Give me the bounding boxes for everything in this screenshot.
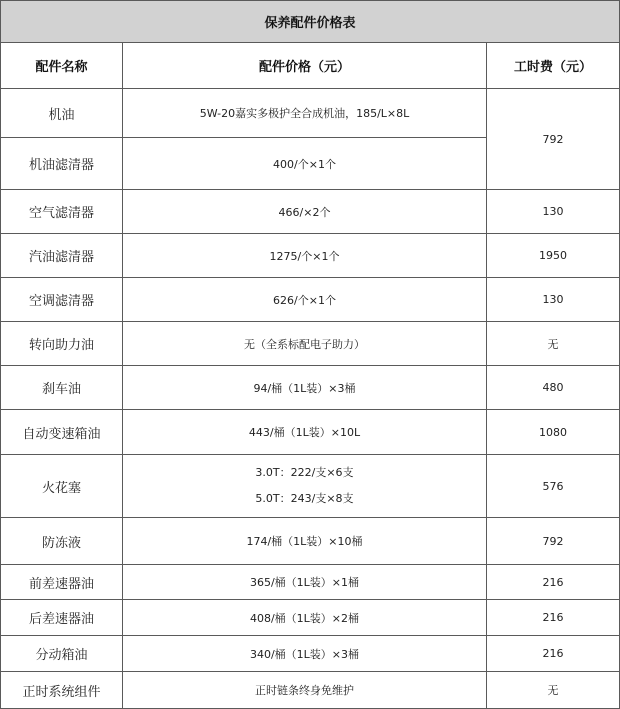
table-row [1, 278, 620, 322]
header-row [1, 43, 620, 89]
part-name: 正时系统组件 [1, 672, 123, 709]
table-row [1, 410, 620, 455]
title-row [1, 1, 620, 43]
table-row [1, 322, 620, 366]
header-name: 配件名称 [1, 43, 123, 89]
part-name: 自动变速箱油 [1, 410, 123, 455]
part-price: 408/桶（1L装）×2桶 [123, 600, 487, 636]
part-name: 空气滤清器 [1, 190, 123, 234]
part-name: 汽油滤清器 [1, 234, 123, 278]
labor-fee: 130 [487, 278, 620, 322]
part-name: 空调滤清器 [1, 278, 123, 322]
part-name: 机油滤清器 [1, 138, 123, 190]
part-price: 443/桶（1L装）×10L [123, 410, 487, 455]
labor-fee: 1080 [487, 410, 620, 455]
table-row [1, 636, 620, 672]
labor-fee: 216 [487, 636, 620, 672]
part-price: 174/桶（1L装）×10桶 [123, 518, 487, 565]
part-price: 正时链条终身免维护 [123, 672, 487, 709]
table-row [1, 366, 620, 410]
price-line: 3.0T：222/支×6支 [255, 466, 354, 479]
part-name: 机油 [1, 89, 123, 138]
part-name: 前差速器油 [1, 565, 123, 600]
part-name: 火花塞 [1, 455, 123, 518]
table-row [1, 190, 620, 234]
header-fee: 工时费（元） [487, 43, 620, 89]
labor-fee: 216 [487, 565, 620, 600]
table-title: 保养配件价格表 [1, 1, 620, 43]
part-name: 分动箱油 [1, 636, 123, 672]
part-price: 626/个×1个 [123, 278, 487, 322]
part-name: 后差速器油 [1, 600, 123, 636]
labor-fee: 1950 [487, 234, 620, 278]
labor-fee: 216 [487, 600, 620, 636]
part-price: 466/×2个 [123, 190, 487, 234]
part-name: 防冻液 [1, 518, 123, 565]
table-row [1, 672, 620, 709]
labor-fee: 130 [487, 190, 620, 234]
labor-fee: 480 [487, 366, 620, 410]
part-price: 400/个×1个 [123, 138, 487, 190]
header-price: 配件价格（元） [123, 43, 487, 89]
labor-fee: 无 [487, 672, 620, 709]
table-row [1, 89, 620, 138]
part-price: 1275/个×1个 [123, 234, 487, 278]
part-price [123, 455, 487, 518]
labor-fee: 792 [487, 89, 620, 190]
part-price: 无（全系标配电子助力） [123, 322, 487, 366]
table-row [1, 565, 620, 600]
labor-fee: 792 [487, 518, 620, 565]
table-row [1, 455, 620, 518]
labor-fee: 576 [487, 455, 620, 518]
part-name: 刹车油 [1, 366, 123, 410]
labor-fee: 无 [487, 322, 620, 366]
table-row [1, 600, 620, 636]
part-name: 转向助力油 [1, 322, 123, 366]
price-line: 5.0T：243/支×8支 [255, 492, 354, 505]
table-row [1, 234, 620, 278]
part-price: 5W-20嘉实多极护全合成机油，185/L×8L [123, 89, 487, 138]
part-price: 365/桶（1L装）×1桶 [123, 565, 487, 600]
part-price: 340/桶（1L装）×3桶 [123, 636, 487, 672]
part-price: 94/桶（1L装）×3桶 [123, 366, 487, 410]
table-row [1, 518, 620, 565]
